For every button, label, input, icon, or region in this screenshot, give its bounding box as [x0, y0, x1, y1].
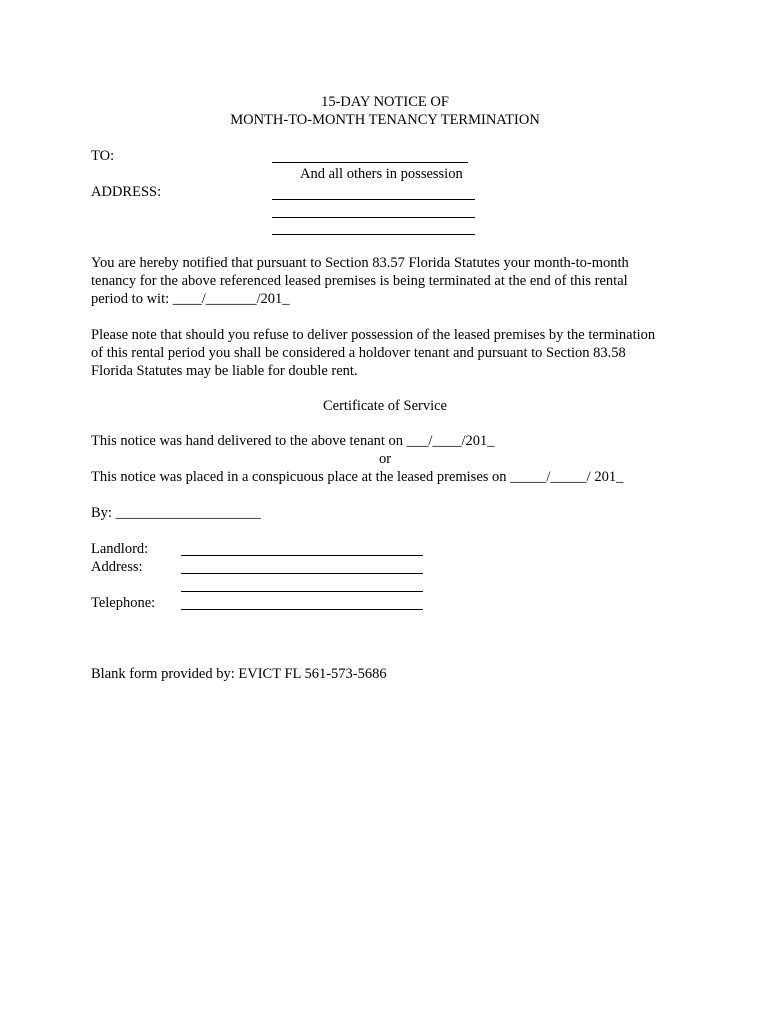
- or-text: or: [378, 451, 392, 467]
- landlord-address-label: Address:: [91, 559, 143, 575]
- hand-delivered-line: This notice was hand delivered to the above tenant on ___/____/201_: [91, 433, 495, 449]
- by-signature-line: By: ____________________: [91, 505, 261, 521]
- paragraph1-line3: period to wit: ____/_______/201_: [91, 291, 290, 307]
- certificate-heading: Certificate of Service: [323, 398, 447, 414]
- telephone-label: Telephone:: [91, 595, 156, 611]
- telephone-field-line[interactable]: [181, 609, 423, 610]
- address-line-1[interactable]: [272, 199, 475, 200]
- provided-by-footer: Blank form provided by: EVICT FL 561-573-5686: [91, 666, 387, 682]
- paragraph2-line2: of this rental period you shall be considered a holdover tenant and pursuant to Section 83.58: [91, 345, 626, 361]
- address-line-2[interactable]: [272, 217, 475, 218]
- landlord-field-line[interactable]: [181, 555, 423, 556]
- address-label: ADDRESS:: [91, 184, 162, 200]
- paragraph1-line2: tenancy for the above referenced leased premises is being terminated at the end of this rental: [91, 273, 628, 289]
- others-in-possession-text: And all others in possession: [300, 166, 463, 182]
- title-line-1: 15-DAY NOTICE OF: [321, 94, 449, 110]
- landlord-label: Landlord:: [91, 541, 149, 557]
- paragraph2-line1: Please note that should you refuse to deliver possession of the leased premises by the termination: [91, 327, 656, 343]
- to-label: TO:: [91, 148, 115, 164]
- landlord-address-line-2[interactable]: [181, 591, 423, 592]
- to-name-line[interactable]: [272, 162, 468, 163]
- address-line-3[interactable]: [272, 234, 475, 235]
- paragraph1-line1: You are hereby notified that pursuant to Section 83.57 Florida Statutes your month-to-month: [91, 255, 629, 271]
- landlord-address-line-1[interactable]: [181, 573, 423, 574]
- placed-conspicuous-line: This notice was placed in a conspicuous place at the leased premises on _____/_____/ 201_: [91, 469, 624, 485]
- title-line-2: MONTH-TO-MONTH TENANCY TERMINATION: [230, 112, 540, 128]
- paragraph2-line3: Florida Statutes may be liable for double rent.: [91, 363, 358, 379]
